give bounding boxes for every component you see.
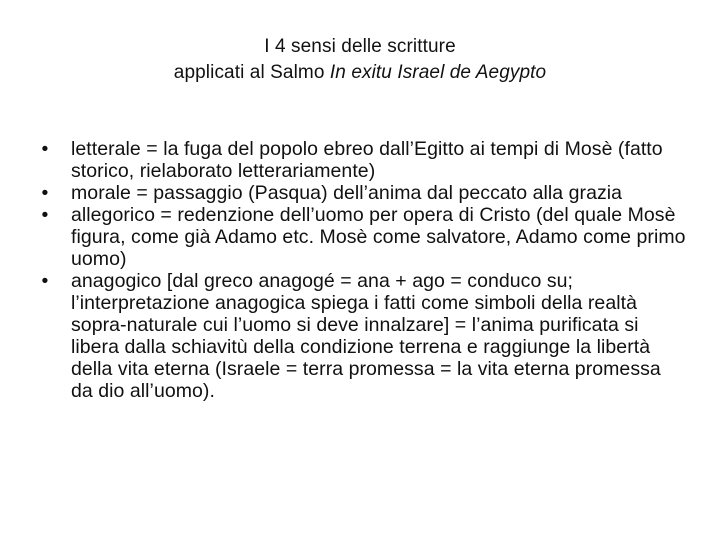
psalm-title: In exitu Israel de Aegypto bbox=[329, 62, 547, 83]
title-line-1: I 4 sensi delle scritture bbox=[264, 36, 456, 57]
bullet-content bbox=[36, 138, 686, 402]
title-line-2-prefix: applicati al Salmo bbox=[173, 62, 330, 83]
bullet-item-anagogico bbox=[36, 270, 686, 402]
bullet-item-allegorico bbox=[36, 204, 686, 270]
bullet-text-allegorico-end: figura, come già Adamo etc. Mosè come salvatore, Adamo come primo uomo) bbox=[71, 226, 686, 270]
bullet-text-morale: morale = passaggio (Pasqua) dell’anima dal peccato alla grazia bbox=[71, 182, 623, 204]
bullet-text-anagogico: anagogico [dal greco anagogé = ana + ago = conduco su; l’interpretazione anagogica spiega i fatti come simboli della realtà sopra-naturale cui l’uomo si deve innalzare] = l’anima purificata si libera dalla schiavitù della condizione terrena e raggiunge la libertà della vita eterna (Israele = terra promessa = la vita eterna promessa da dio all’uomo). bbox=[71, 270, 661, 402]
bullet-list bbox=[36, 138, 686, 402]
bullet-item-morale bbox=[36, 182, 686, 204]
bullet-icon: • bbox=[41, 204, 49, 226]
title-line-2 bbox=[0, 60, 720, 86]
bullet-item-letterale bbox=[36, 138, 686, 182]
bullet-icon: • bbox=[41, 138, 49, 160]
bullet-text-letterale: letterale = la fuga del popolo ebreo dall’Egitto ai tempi di Mosè (fatto storico, rielaborato letterariamente) bbox=[71, 138, 663, 182]
bullet-icon: • bbox=[41, 182, 49, 204]
bullet-icon: • bbox=[41, 270, 49, 292]
bullet-text-allegorico-start: allegorico = redenzione dell’uomo per opera di Cristo (del quale Mosè bbox=[71, 204, 681, 226]
slide-title bbox=[0, 34, 720, 86]
